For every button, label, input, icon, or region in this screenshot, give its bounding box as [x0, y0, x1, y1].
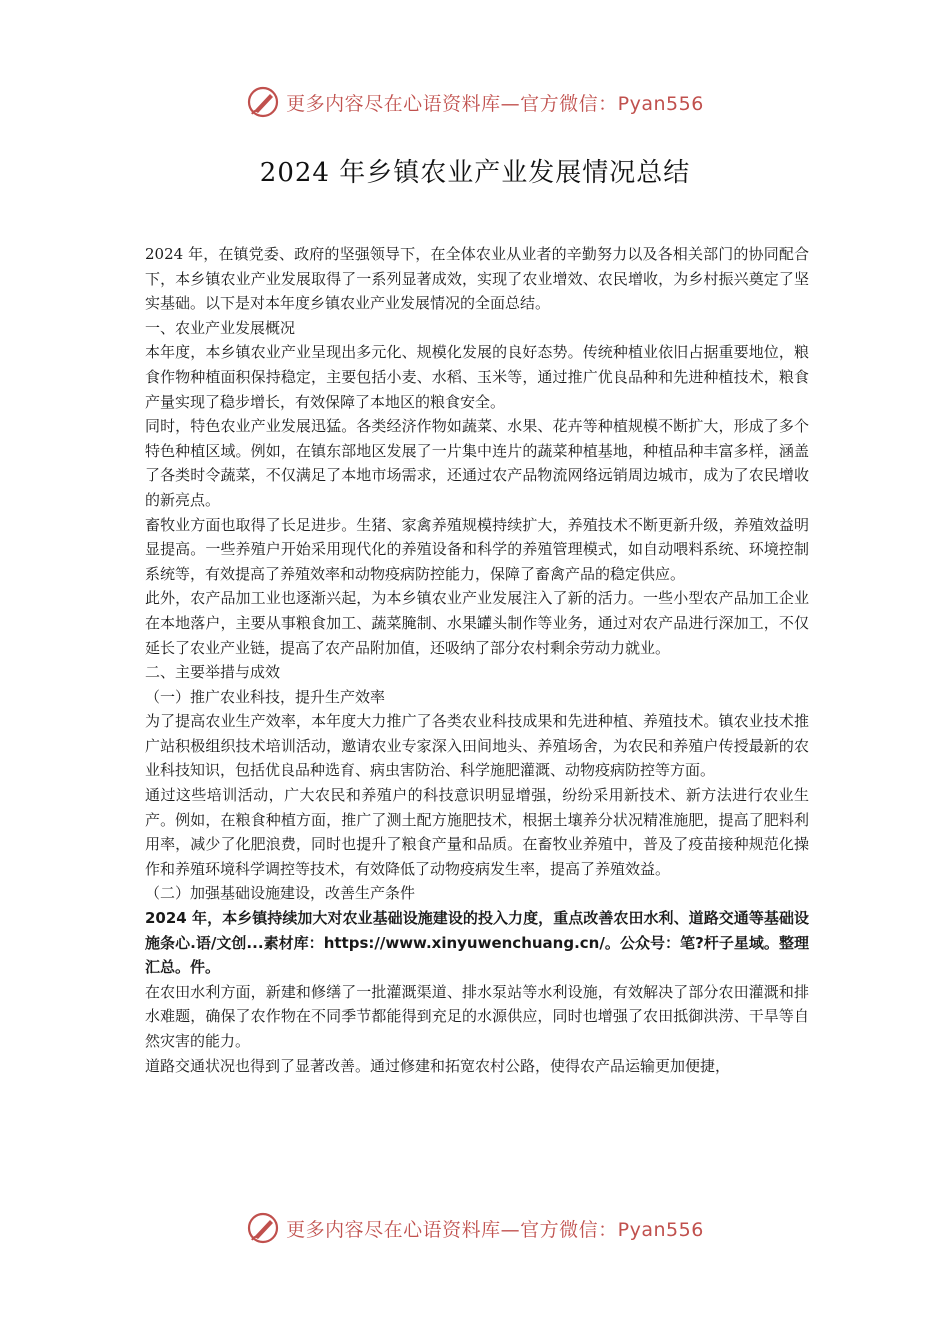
paragraph: 为了提高农业生产效率，本年度大力推广了各类农业科技成果和先进种植、养殖技术。镇农业技术推广站积极组织技术培训活动，邀请农业专家深入田间地头、养殖场舍，为农民和养殖户传授最新的农业科技知识，包括优良品种选育、病虫害防治、科学施肥灌溉、动物疫病防控等方面。 [145, 712, 809, 780]
paragraph: 畜牧业方面也取得了长足进步。生猪、家禽养殖规模持续扩大，养殖技术不断更新升级，养殖效益明显提高。一些养殖户开始采用现代化的养殖设备和科学的养殖管理模式，如自动喂料系统、环境控制系统等，有效提高了养殖效率和动物疫病防控能力，保障了畜禽产品的稳定供应。 [145, 515, 809, 583]
banner-text: 更多内容尽在心语资料库—官方微信：Pyan556 [286, 1218, 704, 1241]
subsection-heading-1: （一）推广农业科技，提升生产效率 [145, 687, 386, 706]
section-heading-1: 一、农业产业发展概况 [145, 318, 296, 337]
header-watermark-banner [0, 82, 950, 122]
paragraph: 本年度，本乡镇农业产业呈现出多元化、规模化发展的良好态势。传统种植业依旧占据重要地位，粮食作物种植面积保持稳定，主要包括小麦、水稻、玉米等，通过推广优良品种和先进种植技术，粮食产量实现了稳步增长，有效保障了本地区的粮食安全。 [145, 343, 809, 411]
paragraph: 同时，特色农业产业发展迅猛。各类经济作物如蔬菜、水果、花卉等种植规模不断扩大，形成了多个特色种植区域。例如，在镇东部地区发展了一片集中连片的蔬菜种植基地，种植品种丰富多样，涵盖了各类时令蔬菜，不仅满足了本地市场需求，还通过农产品物流网络远销周边城市，成为了农民增收的新亮点。 [145, 417, 809, 509]
banner-text: 更多内容尽在心语资料库—官方微信：Pyan556 [286, 92, 704, 115]
section-heading-2: 二、主要举措与成效 [145, 663, 281, 682]
paragraph: 通过这些培训活动，广大农民和养殖户的科技意识明显增强，纷纷采用新技术、新方法进行农业生产。例如，在粮食种植方面，推广了测土配方施肥技术，根据土壤养分状况精准施肥，提高了肥料利用率，减少了化肥浪费，同时也提升了粮食产量和品质。在畜牧业养殖中，普及了疫苗接种规范化操作和养殖环境科学调控等技术，有效降低了动物疫病发生率，提高了养殖效益。 [145, 786, 809, 878]
paragraph: 此外，农产品加工业也逐渐兴起，为本乡镇农业产业发展注入了新的活力。一些小型农产品加工企业在本地落户，主要从事粮食加工、蔬菜腌制、水果罐头制作等业务，通过对农产品进行深加工，不仅延长了农业产业链，提高了农产品附加值，还吸纳了部分农村剩余劳动力就业。 [145, 589, 809, 657]
footer-watermark-banner [0, 1208, 950, 1248]
paragraph-intro: 2024 年，在镇党委、政府的坚强领导下，在全体农业从业者的辛勤努力以及各相关部门的协同配合下，本乡镇农业产业发展取得了一系列显著成效，实现了农业增效、农民增收，为乡村振兴奠定了坚实基础。以下是对本年度乡镇农业产业发展情况的全面总结。 [145, 245, 809, 313]
paragraph: 道路交通状况也得到了显著改善。通过修建和拓宽农村公路，使得农产品运输更加便捷， [145, 1056, 731, 1075]
document-body [145, 242, 809, 1078]
subsection-heading-2: （二）加强基础设施建设，改善生产条件 [145, 884, 416, 903]
document-title: 2024 年乡镇农业产业发展情况总结 [259, 158, 691, 188]
brush-logo-icon [246, 1211, 280, 1245]
brush-logo-icon [246, 85, 280, 119]
paragraph: 在农田水利方面，新建和修缮了一批灌溉渠道、排水泵站等水利设施，有效解决了部分农田灌溉和排水难题，确保了农作物在不同季节都能得到充足的水源供应，同时也增强了农田抵御洪涝、干旱等自然灾害的能力。 [145, 982, 809, 1050]
paragraph-bold-inserted: 2024 年，本乡镇持续加大对农业基础设施建设的投入力度，重点改善农田水利、道路交通等基础设施条心.语/文创...素材库：https://www.xinyuwenchuang.cn/。公众号：笔?杆子星域。整理汇总。件。 [145, 909, 809, 977]
